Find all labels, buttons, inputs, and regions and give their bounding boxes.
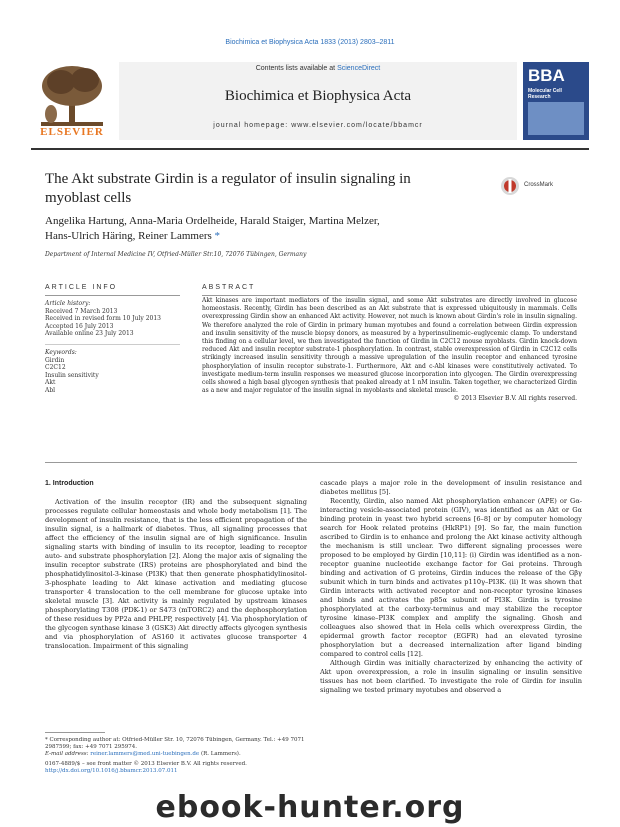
abstract-rule xyxy=(202,295,577,296)
affiliation: Department of Internal Medicine IV, Otfried-Müller Str.10, 72076 Tübingen, Germany xyxy=(45,251,307,258)
article-info-label: ARTICLE INFO xyxy=(45,284,118,291)
journal-cover[interactable] xyxy=(523,62,589,140)
author-list xyxy=(45,214,465,244)
publisher-name: ELSEVIER xyxy=(40,126,104,138)
abstract-copyright: © 2013 Elsevier B.V. All rights reserved. xyxy=(453,395,577,403)
keywords xyxy=(45,349,180,394)
corresponding-note: * Corresponding author at: Otfried-Müller Str. 10, 72076 Tübingen, Germany. Tel.: +49 7071 2987599; fax: +49 7071 295974. xyxy=(45,737,305,750)
history-item: Available online 23 July 2013 xyxy=(45,330,134,337)
keyword: Akt xyxy=(45,379,56,386)
bottom-meta xyxy=(45,761,315,775)
email-line xyxy=(45,751,315,758)
sciencedirect-link[interactable]: ScienceDirect xyxy=(337,65,381,72)
abstract-text: Akt kinases are important mediators of the insulin signal, and some Akt substrates are directly involved in glucose homeostasis. Recently, Girdin has been described as an Akt substrate that is expressed ubiquitously in mammals. Cells overexpressing Girdin show an enhanced Akt activity. However, not much is known about Girdin's role in insulin signaling. We therefore analyzed the role of Girdin in primary human myotubes and found a correlation between Girdin expression and insulin sensitivity of the muscle biopsy donors, as measured by a hyperinsulinemic–euglycemic clamp. To understand this finding on a cellular level, we then investigated the function of Girdin in C2C12 mouse myoblasts. Girdin knock-down reduced Akt and insulin receptor substrate-1 phosphorylation. In contrast, stable overexpression of Girdin in C2C12 cells strikingly increased insulin sensitivity through a massive upregulation of the insulin receptor and enhanced tyrosine phosphorylation of insulin receptor substrate-1. Furthermore, Akt and c-Abl kinases were constitutively activated. To investigate medium-term insulin responses we measured glucose incorporation into glycogen. The Girdin overexpressing cells showed a high basal glycogen synthesis that peaked already at 1 nM insulin. Taken together, we characterized Girdin as a new and major regulator of the insulin signal in myoblasts and skeletal muscle. xyxy=(202,297,577,395)
paragraph: Recently, Girdin, also named Akt phosphorylation enhancer (APE) or Gα-interacting vesicle-associated protein (GIV), was identified as an Akt or Gα binding protein in yeast two hybrid screens [6–8] or by computer homology search for Hook related proteins (HkRP1) [9]. So far, the main function ascribed to Girdin is to enhance and prolong the Akt kinase activity although the mechanism is still unclear. Two different signaling processes were proposed to be employed by Girdin [10,11]: (i) Girdin was identified as a non-receptor guanine nucleotide exchange factor for Gαi proteins. Through binding and activation of G proteins, Girdin induces the release of the Gβγ subunit which in turn binds and activates p110γ–PI3K. (ii) It was shown that Girdin interacts with activated receptor and non-receptor tyrosine kinases and binds and activates the p85α subunit of PI3K. Girdin is tyrosine phosphorylated at the carboxy-terminus and may stabilize the receptor tyrosine kinase–PI3K complex and amplify the signaling. Ghosh and colleagues also showed that in Hela cells which overexpress Girdin, the epidermal growth factor receptor (EGFR) had an elevated tyrosine phosphorylation but a decreased internalization after ligand binding compared to control cells [12]. xyxy=(320,497,582,658)
keywords-heading: Keywords: xyxy=(45,349,77,356)
contents-line xyxy=(119,65,517,72)
paragraph: Although Girdin was initially characterized by enhancing the activity of Akt upon overexpression, a role in insulin signaling or insulin sensitive tissues has not been clarified. To investigate the role of Girdin for insulin signaling we tested primary myotubes and observed a xyxy=(320,659,582,694)
authors-line-1: Angelika Hartung, Anna-Maria Ordelheide, Harald Staiger, Martina Melzer, xyxy=(45,215,380,227)
email-label: E-mail address: xyxy=(45,751,91,757)
article-info-rule xyxy=(45,295,180,296)
paragraph: cascade plays a major role in the development of insulin resistance and diabetes mellitus [5]. xyxy=(320,479,582,496)
keyword: C2C12 xyxy=(45,364,66,371)
issn-line: 0167-4889/$ – see front matter © 2013 Elsevier B.V. All rights reserved. xyxy=(45,761,247,767)
keyword: Insulin sensitivity xyxy=(45,371,99,379)
paragraph: Activation of the insulin receptor (IR) and the subsequent signaling processes regulate cellular homeostasis and whole body metabolism [1]. The development of insulin resistance, that is the less efficient propagation of the insulin signal, is a hallmark of diabetes. Thus, all signaling processes that affect the efficiency of the insulin signal are of high significance. Insulin signaling starts with binding of insulin to its receptor, leading to receptor auto- and substrate phosphorylation [2]. Along the major axis of signaling the insulin receptor substrate (IRS) proteins are phosphorylated and bind the phosphatidylinositol-3-kinase (PI3K) that then generate phosphatidylinositol-3-phosphate leading to Akt kinase activation and mediating glucose transporter 4 translocation to the cell membrane for glucose uptake into skeletal muscle [3]. Akt activity is mainly regulated by upstream kinases phosphorylating T308 (PDK-1) or S473 (mTORC2) and the dephosphorylation of these residues by PP2a and PHLPP, respectively [4]. Via phosphorylation of the glycogen synthase kinase 3 (GSK3) Akt directly affects glycogen synthesis and via phosphorylation of AS160 it activates glucose transporter 4 translocation. Impairment of this signaling xyxy=(45,498,307,650)
doi-link[interactable]: http://dx.doi.org/10.1016/j.bbamcr.2013.07.011 xyxy=(45,768,178,774)
journal-header xyxy=(31,62,589,142)
cover-image xyxy=(528,102,584,135)
elsevier-logo[interactable] xyxy=(31,62,113,140)
history-heading: Article history: xyxy=(45,300,91,307)
corresponding-author-link[interactable]: * xyxy=(214,230,221,242)
abstract-end-rule xyxy=(45,462,577,463)
article-title: The Akt substrate Girdin is a regulator of insulin signaling in myoblast cells xyxy=(45,171,411,206)
history-item: Accepted 16 July 2013 xyxy=(45,322,114,330)
authors-line-2-text: Hans-Ulrich Häring, Reiner Lammers xyxy=(45,230,212,242)
keyword: Girdin xyxy=(45,356,65,364)
journal-title: Biochimica et Biophysica Acta xyxy=(224,88,412,104)
body-right-column xyxy=(320,479,582,695)
header-rule xyxy=(31,148,589,150)
keyword: Abl xyxy=(45,386,56,394)
journal-homepage[interactable]: journal homepage: www.elsevier.com/locate/bbamcr xyxy=(213,122,423,129)
email-link[interactable]: reiner.lammers@med.uni-tuebingen.de xyxy=(90,751,200,757)
history-item: Received in revised form 10 July 2013 xyxy=(45,315,161,322)
journal-masthead xyxy=(119,62,517,140)
watermark: ebook-hunter.org xyxy=(155,790,465,825)
crossmark-badge[interactable] xyxy=(500,176,580,196)
body-left-column xyxy=(45,498,307,651)
contents-prefix: Contents lists available at xyxy=(255,65,338,72)
elsevier-tree-icon xyxy=(31,62,113,128)
history-item: Received 7 March 2013 xyxy=(45,307,118,315)
cover-title: BBA xyxy=(528,66,565,85)
cover-subtitle: Molecular Cell Research xyxy=(528,88,562,100)
article-history xyxy=(45,300,180,338)
email-suffix: (R. Lammers). xyxy=(199,751,241,757)
authors-line-2 xyxy=(45,229,465,244)
section-heading: 1. Introduction xyxy=(45,480,94,487)
footnote-rule xyxy=(45,732,105,733)
info-divider xyxy=(45,344,180,345)
running-head[interactable]: Biochimica et Biophysica Acta 1833 (2013) 2803–2811 xyxy=(225,39,395,46)
crossmark-icon xyxy=(500,176,520,196)
crossmark-label: CrossMark xyxy=(524,182,554,188)
footnote xyxy=(45,737,315,758)
abstract-label: ABSTRACT xyxy=(202,284,256,291)
abstract-body xyxy=(202,297,577,404)
